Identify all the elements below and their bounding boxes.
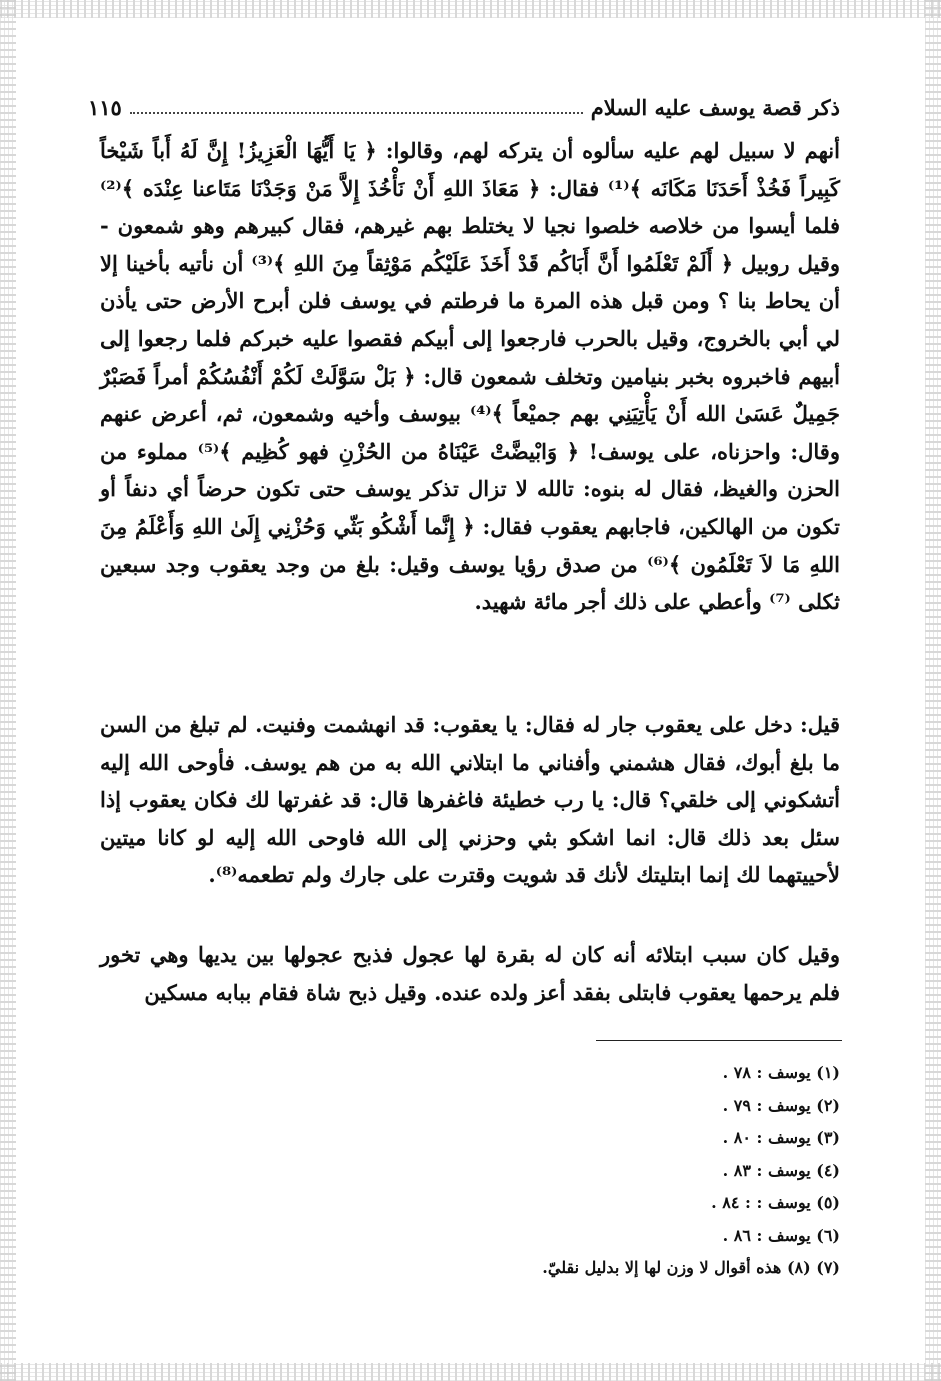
chapter-title: ذكر قصة يوسف عليه السلام <box>590 95 840 120</box>
body-paragraph-2 <box>100 706 840 894</box>
page-border-left <box>0 0 16 1381</box>
body-paragraph-1 <box>100 132 840 621</box>
footnote-separator <box>596 1040 842 1041</box>
page-border-bottom <box>0 1363 941 1381</box>
paragraph-text: قيل: دخل على يعقوب جار له فقال: يا يعقوب: قد انهشمت وفنيت. لم تبلغ من السن ما بلغ أبوك، فقال هشمني وأفناني ما ابتلاني الله به من هم يوسف. فأوحى الله إليه أتشكوني إلى خلقي؟ قال: يا رب خطيئة فاغفرها قال: قد غفرتها لك فكان يعقوب إذا سئل بعد ذلك قال: انما اشكو بثي وحزني إلى الله فاوحى الله إليه لو كانا ميتين لأحييتهما لك إنما ابتليتك لأنك قد شويت وقترت على جارك ولم تطعمه⁽⁸⁾. <box>100 712 840 888</box>
footnote-item: (٣) يوسف : ٨٠ . <box>722 1128 840 1147</box>
page-number: ١١٥ <box>88 95 122 120</box>
paragraph-text: وقيل كان سبب ابتلائه أنه كان له بقرة لها عجول فذبح عجولها بين يديها وهي تخور فلم يرحمها يعقوب فابتلى بفقد أعز ولده عنده. وقيل ذبح شاة فقام ببابه مسكين <box>100 942 840 1005</box>
page-border-right <box>925 0 941 1381</box>
footnotes-list <box>420 1057 840 1285</box>
header-leader-dots <box>130 112 583 114</box>
footnote-item: (٧) (٨) هذه أقوال لا وزن لها إلا بدليل نقليّ. <box>542 1258 840 1277</box>
footnote-item: (٦) يوسف : ٨٦ . <box>722 1225 840 1245</box>
paragraph-text: أنهم لا سبيل لهم عليه سألوه أن يتركه لهم، وقالوا: ﴿ يَا أَيُّهَا الْعَزِيزُ! إِنَّ لَهُ أَباً شَيْخاً كَبِيراً فَخُذْ أَحَدَنَا مَكَانَه ﴾⁽¹⁾ فقال: ﴿ مَعَاذَ اللهِ أَنْ نَأْخُذَ إِلاَّ مَنْ وَجَدْنَا مَتَاعنا عِنْدَه ﴾⁽²⁾ فلما أيسوا من خلاصه خلصوا نجيا لا يختلط بهم غيرهم، فقال كبيرهم وهو شمعون - وقيل روبيل ﴿ أَلَمْ تَعْلَمُوا أَنَّ أَبَاكُم قَدْ أَخَذَ عَلَيْكُم مَوْثِقاً مِنَ اللهِ ﴾⁽³⁾ أن نأتيه بأخينا إلا أن يحاط بنا ؟ ومن قبل هذه المرة ما فرطتم في يوسف فلن أبرح الأرض حتى يأذن لي أبي بالخروج، وقيل بالحرب فارجعوا إلى أبيكم فقصوا عليه خبركم فلما رجعوا إلى أبيهم فاخبروه بخبر بنيامين وتخلف شمعون قال: ﴿ بَلْ سَوَّلَتْ لَكُمْ أَنْفُسُكُمْ أمراً فَصَبْرٌ جَمِيلٌ عَسَىٰ الله أَنْ يَأْتِيَنِي بهم جميْعاً ﴾⁽⁴⁾ بيوسف وأخيه وشمعون، ثم، أعرض عنهم وقال: واحزناه، على يوسف! ﴿ وَابْيضَّتْ عَيْنَاهُ من الحُزْنِ فهو كُظِيم ﴾⁽⁵⁾ مملوء من الحزن والغيظ، فقال له بنوه: تالله لا تزال تذكر يوسف حتى تكون حرضاً أي دنفاً أو تكون من الهالكين، فاجابهم يعقوب فقال: ﴿ إِنَّما أَشْكُو بَثّي وَحُزْنِي إِلَىٰ اللهِ وَأَعْلَمُ مِنَ اللهِ مَا لاَ تَعْلَمُون ﴾⁽⁶⁾ من صدق رؤيا يوسف وقيل: بلغ من وجد يعقوب وجد سبعين ثكلى ⁽⁷⁾ وأعطي على ذلك أجر مائة شهيد. <box>100 138 841 615</box>
footnote-item: (١) يوسف : ٧٨ . <box>722 1063 840 1082</box>
page-border-top <box>0 0 941 18</box>
running-header <box>88 86 840 120</box>
body-paragraph-3 <box>100 936 840 1011</box>
footnote-item: (٥) يوسف : : ٨٤ . <box>711 1193 840 1212</box>
footnote-item: (٤) يوسف : ٨٣ . <box>722 1160 840 1180</box>
footnote-item: (٢) يوسف : ٧٩ . <box>722 1095 840 1115</box>
